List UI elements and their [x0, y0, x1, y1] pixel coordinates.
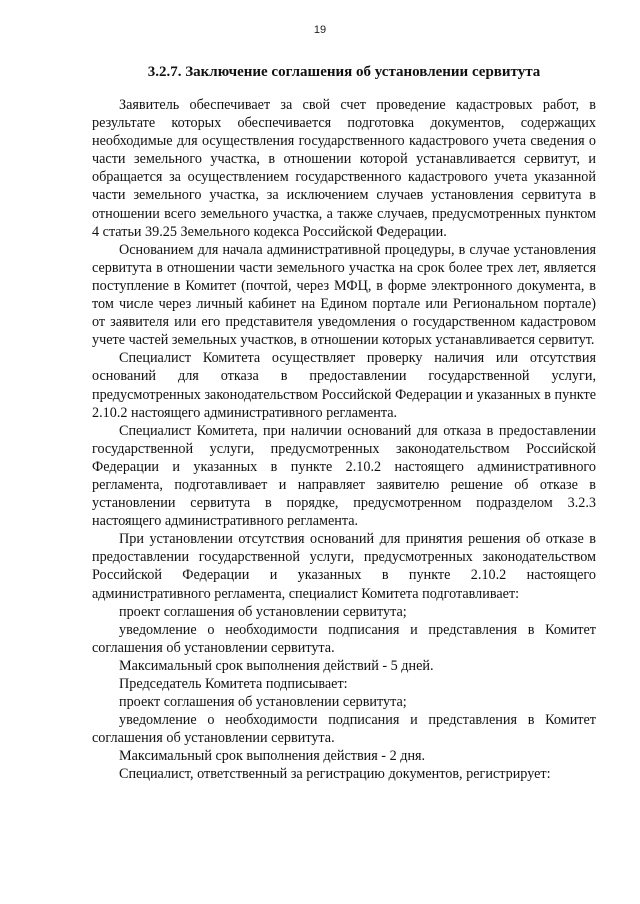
paragraph-refusal-decision: Специалист Комитета, при наличии оснований для отказа в предоставлении государственной услуги, предусмотренных законодательством Российской Федерации и указанных в пункте 2.10.2 настоящего административного регламента, подготавливает и направляет заявителю решение об отказе в установлении сервитута в порядке, предусмотренном подразделом 3.2.3 настоящего административного регламента. [92, 422, 596, 530]
paragraph-no-refusal-grounds: При установлении отсутствия оснований для принятия решения об отказе в предоставлении государственной услуги, предусмотренных законодательством Российской Федерации и указанных в пункте 2.10.2 настоящего административного регламента, специалист Комитета подготавливает: [92, 531, 596, 602]
paragraph-registration-specialist: Специалист, ответственный за регистрацию документов, регистрирует: [119, 766, 551, 783]
paragraph-chairman-signs: Председатель Комитета подписывает: [119, 676, 348, 692]
paragraph-specialist-check: Специалист Комитета осуществляет проверку наличия или отсутствия оснований для отказа в предоставлении государственной услуги, предусмотренных законодательством Российской Федерации и указанных в пункте 2.10.2 настоящего административного регламента. [92, 350, 596, 421]
list-item-draft-agreement-signed: проект соглашения об установлении сервитута; [119, 694, 407, 711]
document-body [92, 96, 596, 784]
list-item-draft-agreement: проект соглашения об установлении сервитута; [119, 603, 407, 620]
page-number: 19 [313, 24, 327, 36]
list-item-signing-notice: уведомление о необходимости подписания и представления в Комитет соглашения об установлении сервитута. [92, 621, 596, 656]
list-item-signing-notice-signed: уведомление о необходимости подписания и представления в Комитет соглашения об установлении сервитута. [92, 712, 596, 747]
section-title: 3.2.7. Заключение соглашения об установлении сервитута [147, 64, 541, 80]
paragraph-applicant-cadastral-works: Заявитель обеспечивает за свой счет проведение кадастровых работ, в результате которых обеспечивается подготовка документов, содержащих необходимые для осуществления государственного кадастрового учета сведения о части земельного участка, в отношении которой устанавливается сервитут, и обращается за осуществлением государственного кадастрового учета указанной части земельного участка, за исключением случаев установления сервитута в отношении всего земельного участка, а также случаев, предусмотренных пунктом 4 статьи 39.25 Земельного кодекса Российской Федерации. [92, 97, 596, 240]
paragraph-procedure-basis: Основанием для начала административной процедуры, в случае установления сервитута в отношении части земельного участка на срок более трех лет, является поступление в Комитет (почтой, через МФЦ, в форме электронного документа, в том числе через личный кабинет на Едином портале или Региональном портале) от заявителя или его представителя уведомления о государственном кадастровом учете частей земельных участков, в отношении которых устанавливается сервитут. [92, 241, 596, 349]
paragraph-max-term-2-days: Максимальный срок выполнения действия - 2 дня. [119, 748, 426, 765]
paragraph-max-term-5-days: Максимальный срок выполнения действий - 5 дней. [119, 657, 434, 674]
